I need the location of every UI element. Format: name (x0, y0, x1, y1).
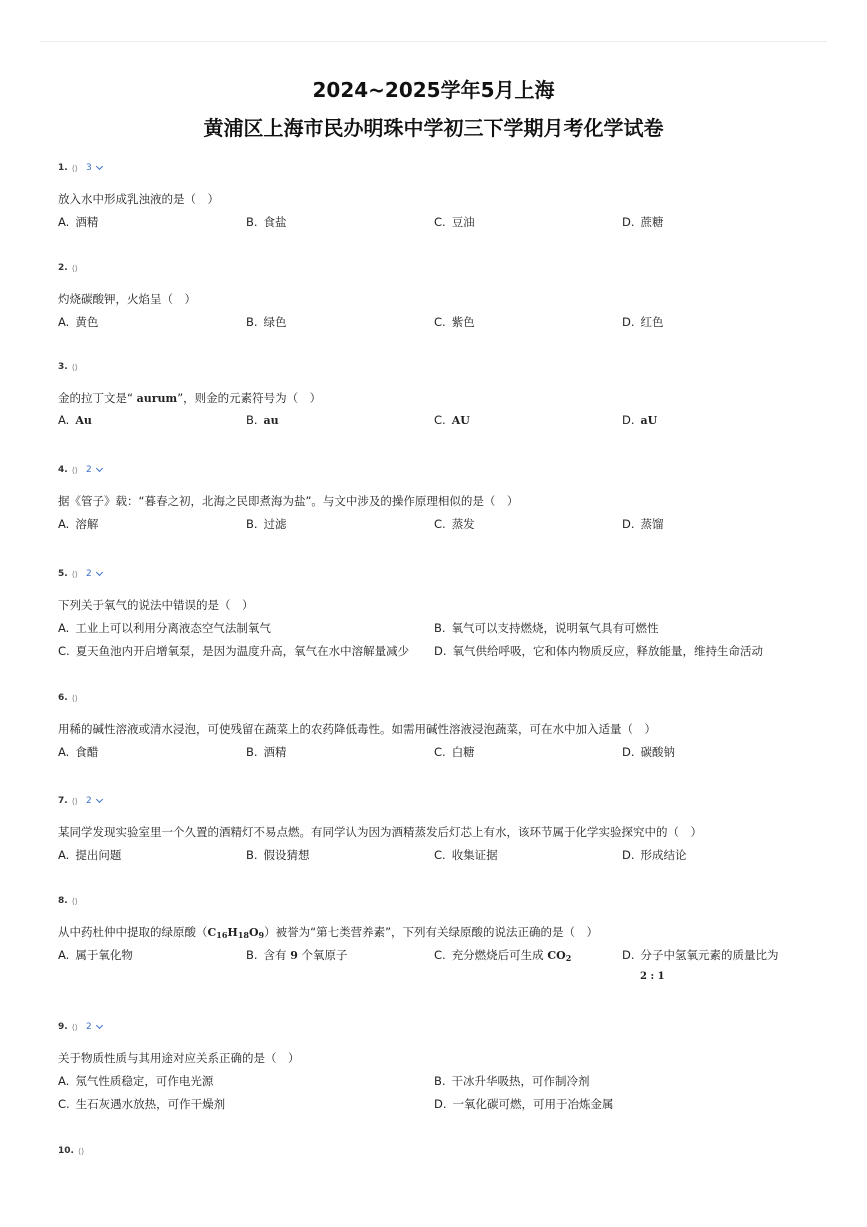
option-b[interactable]: B. 干冰升华吸热，可作制冷剂 (434, 1074, 590, 1088)
question-stem: 据《管子》载：“暮春之初，北海之民即煮海为盐”。与文中涉及的操作原理相似的是（ ） (58, 494, 519, 508)
question-stem: 金的拉丁文是“ aurum”，则金的元素符号为（ ） (58, 391, 322, 405)
question-header (58, 261, 86, 275)
question-stem: 某同学发现实验室里一个久置的酒精灯不易点燃。有同学认为因为酒精蒸发后灯芯上有水，该环节属于化学实验探究中的（ ） (58, 825, 702, 839)
question-number: 4. (58, 465, 68, 475)
chevron-down-icon (96, 569, 103, 576)
option-c[interactable]: C. AU (434, 413, 470, 427)
option-b[interactable]: B. au (246, 413, 279, 427)
question-mark-icon: ⟨⟩ (71, 693, 78, 703)
question-header (58, 794, 102, 808)
option-d[interactable]: D. 形成结论 (622, 848, 687, 862)
question-stem: 放入水中形成乳浊液的是（ ） (58, 192, 219, 206)
question-mark-icon: ⟨⟩ (71, 263, 78, 273)
question-number: 1. (58, 163, 68, 173)
latin-word: aurum (136, 392, 178, 405)
option-c[interactable]: C. 紫色 (434, 315, 475, 329)
question-header (58, 360, 86, 374)
question-number: 9. (58, 1022, 68, 1032)
option-b[interactable]: B. 氧气可以支持燃烧，说明氧气具有可燃性 (434, 621, 659, 635)
exam-title-line2: 黄浦区上海市民办明珠中学初三下学期月考化学试卷 (203, 116, 664, 140)
mass-ratio: 2 : 1 (640, 971, 665, 982)
chevron-down-icon (96, 465, 103, 472)
question-number: 3. (58, 362, 68, 372)
question-stem: 灼烧碳酸钾，火焰呈（ ） (58, 292, 196, 306)
question-mark-icon: ⟨⟩ (71, 796, 78, 806)
question-mark-icon: ⟨⟩ (71, 569, 78, 579)
option-b[interactable]: B. 绿色 (246, 315, 287, 329)
option-a[interactable]: A. 工业上可以利用分离液态空气法制氧气 (58, 621, 271, 635)
question-number: 2. (58, 263, 68, 273)
question-mark-icon: ⟨⟩ (77, 1146, 85, 1156)
option-a[interactable]: A. Au (58, 413, 92, 427)
option-d[interactable]: D. 碳酸钠 (622, 745, 676, 759)
option-b[interactable]: B. 食盐 (246, 215, 287, 229)
option-c[interactable]: C. 豆油 (434, 215, 475, 229)
question-stem: 关于物质性质与其用途对应关系正确的是（ ） (58, 1051, 300, 1065)
option-a[interactable]: A. 溶解 (58, 517, 99, 531)
option-d[interactable]: D. 蒸馏 (622, 517, 664, 531)
exam-title-line1: 2024~2025学年5月上海 (312, 78, 555, 102)
question-number: 8. (58, 896, 68, 906)
option-c[interactable]: C. 充分燃烧后可生成 $CO_2$ (434, 948, 572, 963)
question-number: 7. (58, 796, 68, 806)
difficulty-dropdown[interactable]: 2 (86, 569, 102, 579)
option-c[interactable]: C. 收集证据 (434, 848, 498, 862)
question-mark-icon: ⟨⟩ (71, 362, 78, 372)
question-number: 6. (58, 693, 68, 703)
question-stem: 从中药杜仲中提取的绿原酸$(C_{16}H_{18}O_9)$被誉为“第七类营养素”，下列有关绿原酸的说法正确的是（ ） (58, 925, 599, 940)
question-header (58, 894, 86, 908)
chevron-down-icon (96, 163, 103, 170)
question-number: 10. (58, 1146, 74, 1156)
option-c[interactable]: C. 白糖 (434, 745, 475, 759)
difficulty-dropdown[interactable]: 2 (86, 465, 102, 475)
option-d[interactable]: D. aU (622, 413, 658, 427)
option-d[interactable]: D. 分子中氢氧元素的质量比为 (622, 948, 779, 962)
chemical-formula: $C_{16}H_{18}O_9$ (207, 926, 265, 940)
difficulty-dropdown[interactable]: 2 (86, 796, 102, 806)
question-mark-icon: ⟨⟩ (71, 163, 78, 173)
question-stem: 下列关于氧气的说法中错误的是（ ） (58, 598, 254, 612)
option-b[interactable]: B. 过滤 (246, 517, 287, 531)
top-divider (40, 41, 827, 42)
option-c[interactable]: C. 蒸发 (434, 517, 475, 531)
option-a[interactable]: A. 提出问题 (58, 848, 122, 862)
option-b[interactable]: B. 假设猜想 (246, 848, 310, 862)
option-b[interactable]: B. 含有 9 个氧原子 (246, 948, 348, 962)
question-header (58, 567, 102, 581)
question-stem: 用稀的碱性溶液或清水浸泡，可使残留在蔬菜上的农药降低毒性。如需用碱性溶液浸泡蔬菜，可在水中加入适量（ ） (58, 722, 656, 736)
option-a[interactable]: A. 黄色 (58, 315, 99, 329)
question-mark-icon: ⟨⟩ (71, 896, 78, 906)
option-d[interactable]: D. 红色 (622, 315, 664, 329)
chevron-down-icon (96, 796, 103, 803)
question-header (58, 1144, 92, 1158)
option-c[interactable]: C. 生石灰遇水放热，可作干燥剂 (58, 1097, 226, 1111)
question-header (58, 1020, 102, 1034)
difficulty-dropdown[interactable]: 3 (86, 163, 102, 173)
option-a[interactable]: A. 食醋 (58, 745, 99, 759)
question-number: 5. (58, 569, 68, 579)
option-c[interactable]: C. 夏天鱼池内开启增氧泵，是因为温度升高，氧气在水中溶解量减少 (58, 644, 410, 658)
option-b[interactable]: B. 酒精 (246, 745, 287, 759)
question-mark-icon: ⟨⟩ (71, 465, 78, 475)
question-header (58, 161, 102, 175)
option-a[interactable]: A. 酒精 (58, 215, 99, 229)
option-d[interactable]: D. 一氧化碳可燃，可用于冶炼金属 (434, 1097, 614, 1111)
chevron-down-icon (96, 1022, 103, 1029)
question-header (58, 691, 86, 705)
option-d[interactable]: D. 氧气供给呼吸，它和体内物质反应，释放能量，维持生命活动 (434, 644, 764, 658)
option-a[interactable]: A. 氖气性质稳定，可作电光源 (58, 1074, 214, 1088)
option-a[interactable]: A. 属于氧化物 (58, 948, 133, 962)
question-mark-icon: ⟨⟩ (71, 1022, 78, 1032)
difficulty-dropdown[interactable]: 2 (86, 1022, 102, 1032)
option-d[interactable]: D. 蔗糖 (622, 215, 664, 229)
question-header (58, 463, 102, 477)
